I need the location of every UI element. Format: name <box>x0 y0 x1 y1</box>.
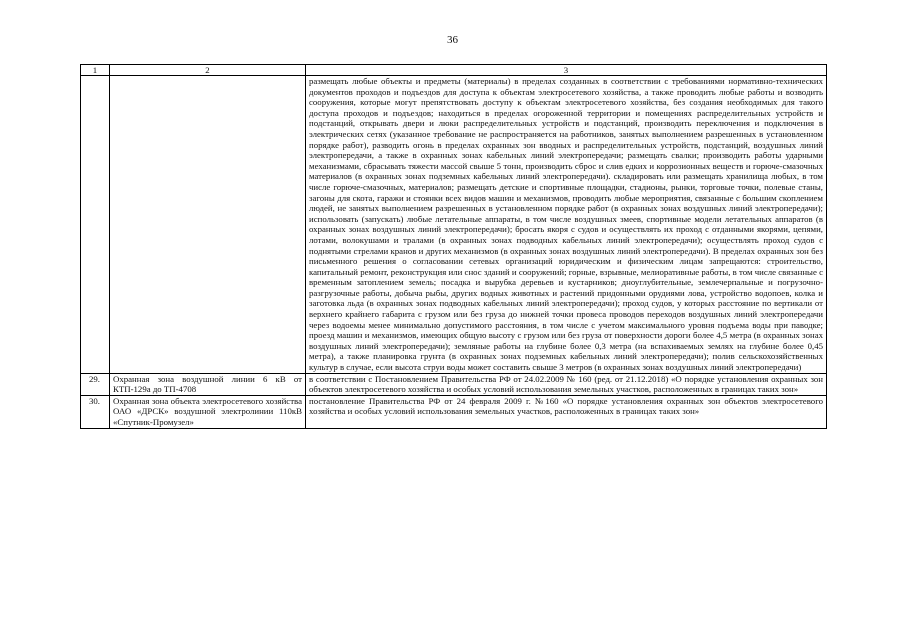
legal-basis: постановление Правительства РФ от 24 февраля 2009 г. №160 «О порядке установления охранных зон объектов электросетевого хозяйства и особых условий использования земельных участков, расположенных в границах таких зон» <box>306 395 827 428</box>
header-col-1: 1 <box>81 65 110 76</box>
page-number: 36 <box>447 34 458 46</box>
zone-name: Охранная зона воздушной линии 6 кВ от КТП-129а до ТП-4708 <box>110 373 306 395</box>
row-number-cell <box>81 76 110 374</box>
header-col-3: 3 <box>306 65 827 76</box>
legal-basis: в соответствии с Постановлением Правительства РФ от 24.02.2009 № 160 (ред. от 21.12.2018) «О порядке установления охранных зон объектов электросетевого хозяйства и особых условий использования земельных участков, расположенных в границах таких зон» <box>306 373 827 395</box>
table-row-continuation <box>81 76 827 374</box>
table-row <box>81 395 827 428</box>
table-row <box>81 373 827 395</box>
zone-name-cell <box>110 76 306 374</box>
row-number: 30. <box>81 395 110 428</box>
restrictions-text: размещать любые объекты и предметы (материалы) в пределах созданных в соответствии с требованиями нормативно-технических документов проходов и подъездов для доступа к объектам электросетевого хозяйства, а также проводить любые работы и возводить сооружения, которые могут препятствовать доступу к объектам электросетевого хозяйства, без создания необходимых для такого доступа проходов и подъездов; находиться в пределах огороженной территории и помещениях распределительных устройств и подстанций, открывать двери и люки распределительных устройств и подстанций, производить переключения и подключения в электрических сетях (указанное требование не распространяется на работников, занятых выполнением разрешенных в установленном порядке работ), разводить огонь в пределах охранных зон вводных и распределительных устройств, подстанций, воздушных линий электропередачи, а также в охранных зонах кабельных линий электропередачи; размещать свалки; производить работы ударными механизмами, сбрасывать тяжести массой свыше 5 тонн, производить сброс и слив едких и коррозионных веществ и горюче-смазочных материалов (в охранных зонах подземных кабельных линий электропередачи). складировать или размещать хранилища любых, в том числе горюче-смазочных, материалов; размещать детские и спортивные площадки, стадионы, рынки, торговые точки, полевые станы, загоны для скота, гаражи и стоянки всех видов машин и механизмов, проводить любые мероприятия, связанные с большим скоплением людей, не занятых выполнением разрешенных в установленном порядке работ (в охранных зонах воздушных линий электропередачи); использовать (запускать) любые летательные аппараты, в том числе воздушных змеев, спортивные модели летательных аппаратов (в охранных зонах воздушных линий электропередачи); бросать якоря с судов и осуществлять их проход с отданными якорями, цепями, лотами, волокушами и тралами (в охранных зонах подводных кабельных линий электропередачи); осуществлять проход судов с поднятыми стрелами кранов и других механизмов (в охранных зонах воздушных линий электропередачи). В пределах охранных зон без письменного решения о согласовании сетевых организаций юридическим и физическим лицам запрещаются: строительство, капитальный ремонт, реконструкция или снос зданий и сооружений; горные, взрывные, мелиоративные работы, в том числе связанные с временным затоплением земель; посадка и вырубка деревьев и кустарников; дноуглубительные, землечерпальные и погрузочно-разгрузочные работы, добыча рыбы, других водных животных и растений придонными орудиями лова, устройство водопоев, колка и заготовка льда (в охранных зонах подводных кабельных линий электропередачи); проход судов, у которых расстояние по вертикали от верхнего крайнего габарита с грузом или без груза до нижней точки провеса проводов переходов воздушных линий электропередачи через водоемы менее минимально допустимого расстояния, в том числе с учетом максимального уровня подъема воды при паводке; проезд машин и механизмов, имеющих общую высоту с грузом или без груза от поверхности дороги более 4,5 метра (в охранных зонах воздушных линий электропередачи); земляные работы на глубине более 0,3 метра (на вспахиваемых землях на глубине более 0,45 метра), а также планировка грунта (в охранных зонах подземных кабельных линий электропередачи); полив сельскохозяйственных культур в случае, если высота струи воды может составить свыше 3 метров (в охранных зонах воздушных линий электропередачи) <box>306 76 827 374</box>
row-number: 29. <box>81 373 110 395</box>
table-header-row <box>81 65 827 76</box>
zone-name: Охранная зона объекта электросетевого хозяйства ОАО «ДРСК» воздушной электролинии 110кВ «Спутник-Промузел» <box>110 395 306 428</box>
header-col-2: 2 <box>110 65 306 76</box>
zones-table <box>80 64 827 429</box>
